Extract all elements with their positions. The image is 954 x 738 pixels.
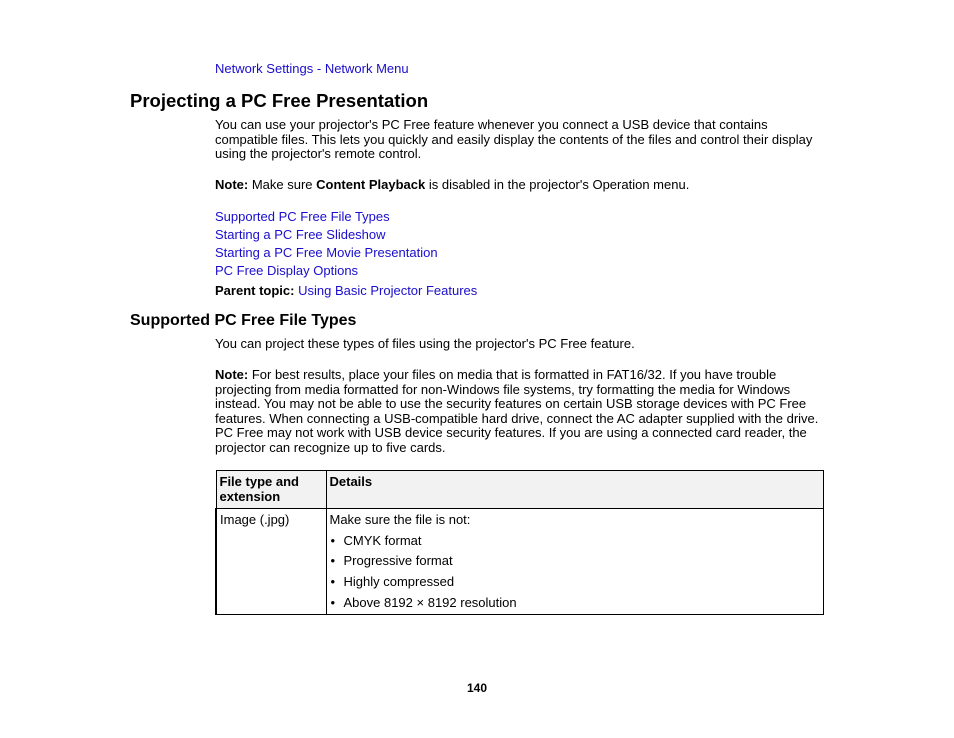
topic-links-list bbox=[215, 209, 438, 281]
bullet-item: • CMYK format bbox=[330, 534, 821, 549]
cell-details bbox=[326, 509, 824, 615]
link-starting-slideshow[interactable]: Starting a PC Free Slideshow bbox=[215, 227, 386, 242]
section-title-pc-free-presentation: Projecting a PC Free Presentation bbox=[130, 90, 429, 111]
header-file-type: File type and extension bbox=[216, 471, 326, 509]
note-text-pre: Make sure bbox=[248, 177, 317, 192]
details-intro: Make sure the file is not: bbox=[329, 512, 471, 528]
link-supported-file-types[interactable]: Supported PC Free File Types bbox=[215, 209, 390, 224]
parent-topic-line bbox=[215, 284, 825, 299]
note-text: For best results, place your files on media that is formatted in FAT16/32. If you have trouble projecting from media formatted for non-Windows file systems, try formatting the media for Windows instead. You may not be able to use the security features on certain USB storage devices with PC Free features. When connecting a USB-compatible hard drive, connect the AC adapter supplied with the drive. PC Free may not work with USB device security features. If you are using a connected card reader, the projector can recognize up to five cards. bbox=[215, 367, 819, 455]
file-types-table bbox=[215, 470, 824, 615]
link-display-options[interactable]: PC Free Display Options bbox=[215, 263, 359, 278]
note-bold-content-playback: Content Playback bbox=[316, 177, 426, 192]
breadcrumb-link-network-settings[interactable]: Network Settings - Network Menu bbox=[215, 61, 409, 76]
section-intro-paragraph: You can use your projector's PC Free feature whenever you connect a USB device that contains compatible files. This lets you quickly and easily display the contents of the files and control their display using the projector's remote control. bbox=[215, 117, 813, 162]
bullet-item: • Above 8192 × 8192 resolution bbox=[330, 596, 821, 611]
parent-topic-link[interactable]: Using Basic Projector Features bbox=[298, 283, 478, 298]
parent-topic-label: Parent topic: bbox=[215, 283, 295, 298]
bullet-item: • Progressive format bbox=[330, 554, 821, 569]
note-label: Note: bbox=[215, 367, 249, 382]
page-number: 140 bbox=[466, 681, 488, 695]
link-starting-movie-presentation[interactable]: Starting a PC Free Movie Presentation bbox=[215, 245, 438, 260]
table-header-row bbox=[216, 471, 824, 509]
note-label: Note: bbox=[215, 177, 249, 192]
note-content-playback bbox=[215, 178, 825, 193]
bullet-item: • Highly compressed bbox=[330, 575, 821, 590]
file-types-intro: You can project these types of files using the projector's PC Free feature. bbox=[215, 336, 635, 351]
note-best-results bbox=[215, 368, 825, 456]
cell-file-type: Image (.jpg) bbox=[216, 509, 326, 615]
header-details: Details bbox=[326, 471, 824, 509]
note-text-post: is disabled in the projector's Operation menu. bbox=[425, 177, 690, 192]
section-title-supported-file-types: Supported PC Free File Types bbox=[130, 312, 357, 329]
details-bullet-list bbox=[330, 534, 821, 610]
table-row bbox=[216, 509, 824, 615]
